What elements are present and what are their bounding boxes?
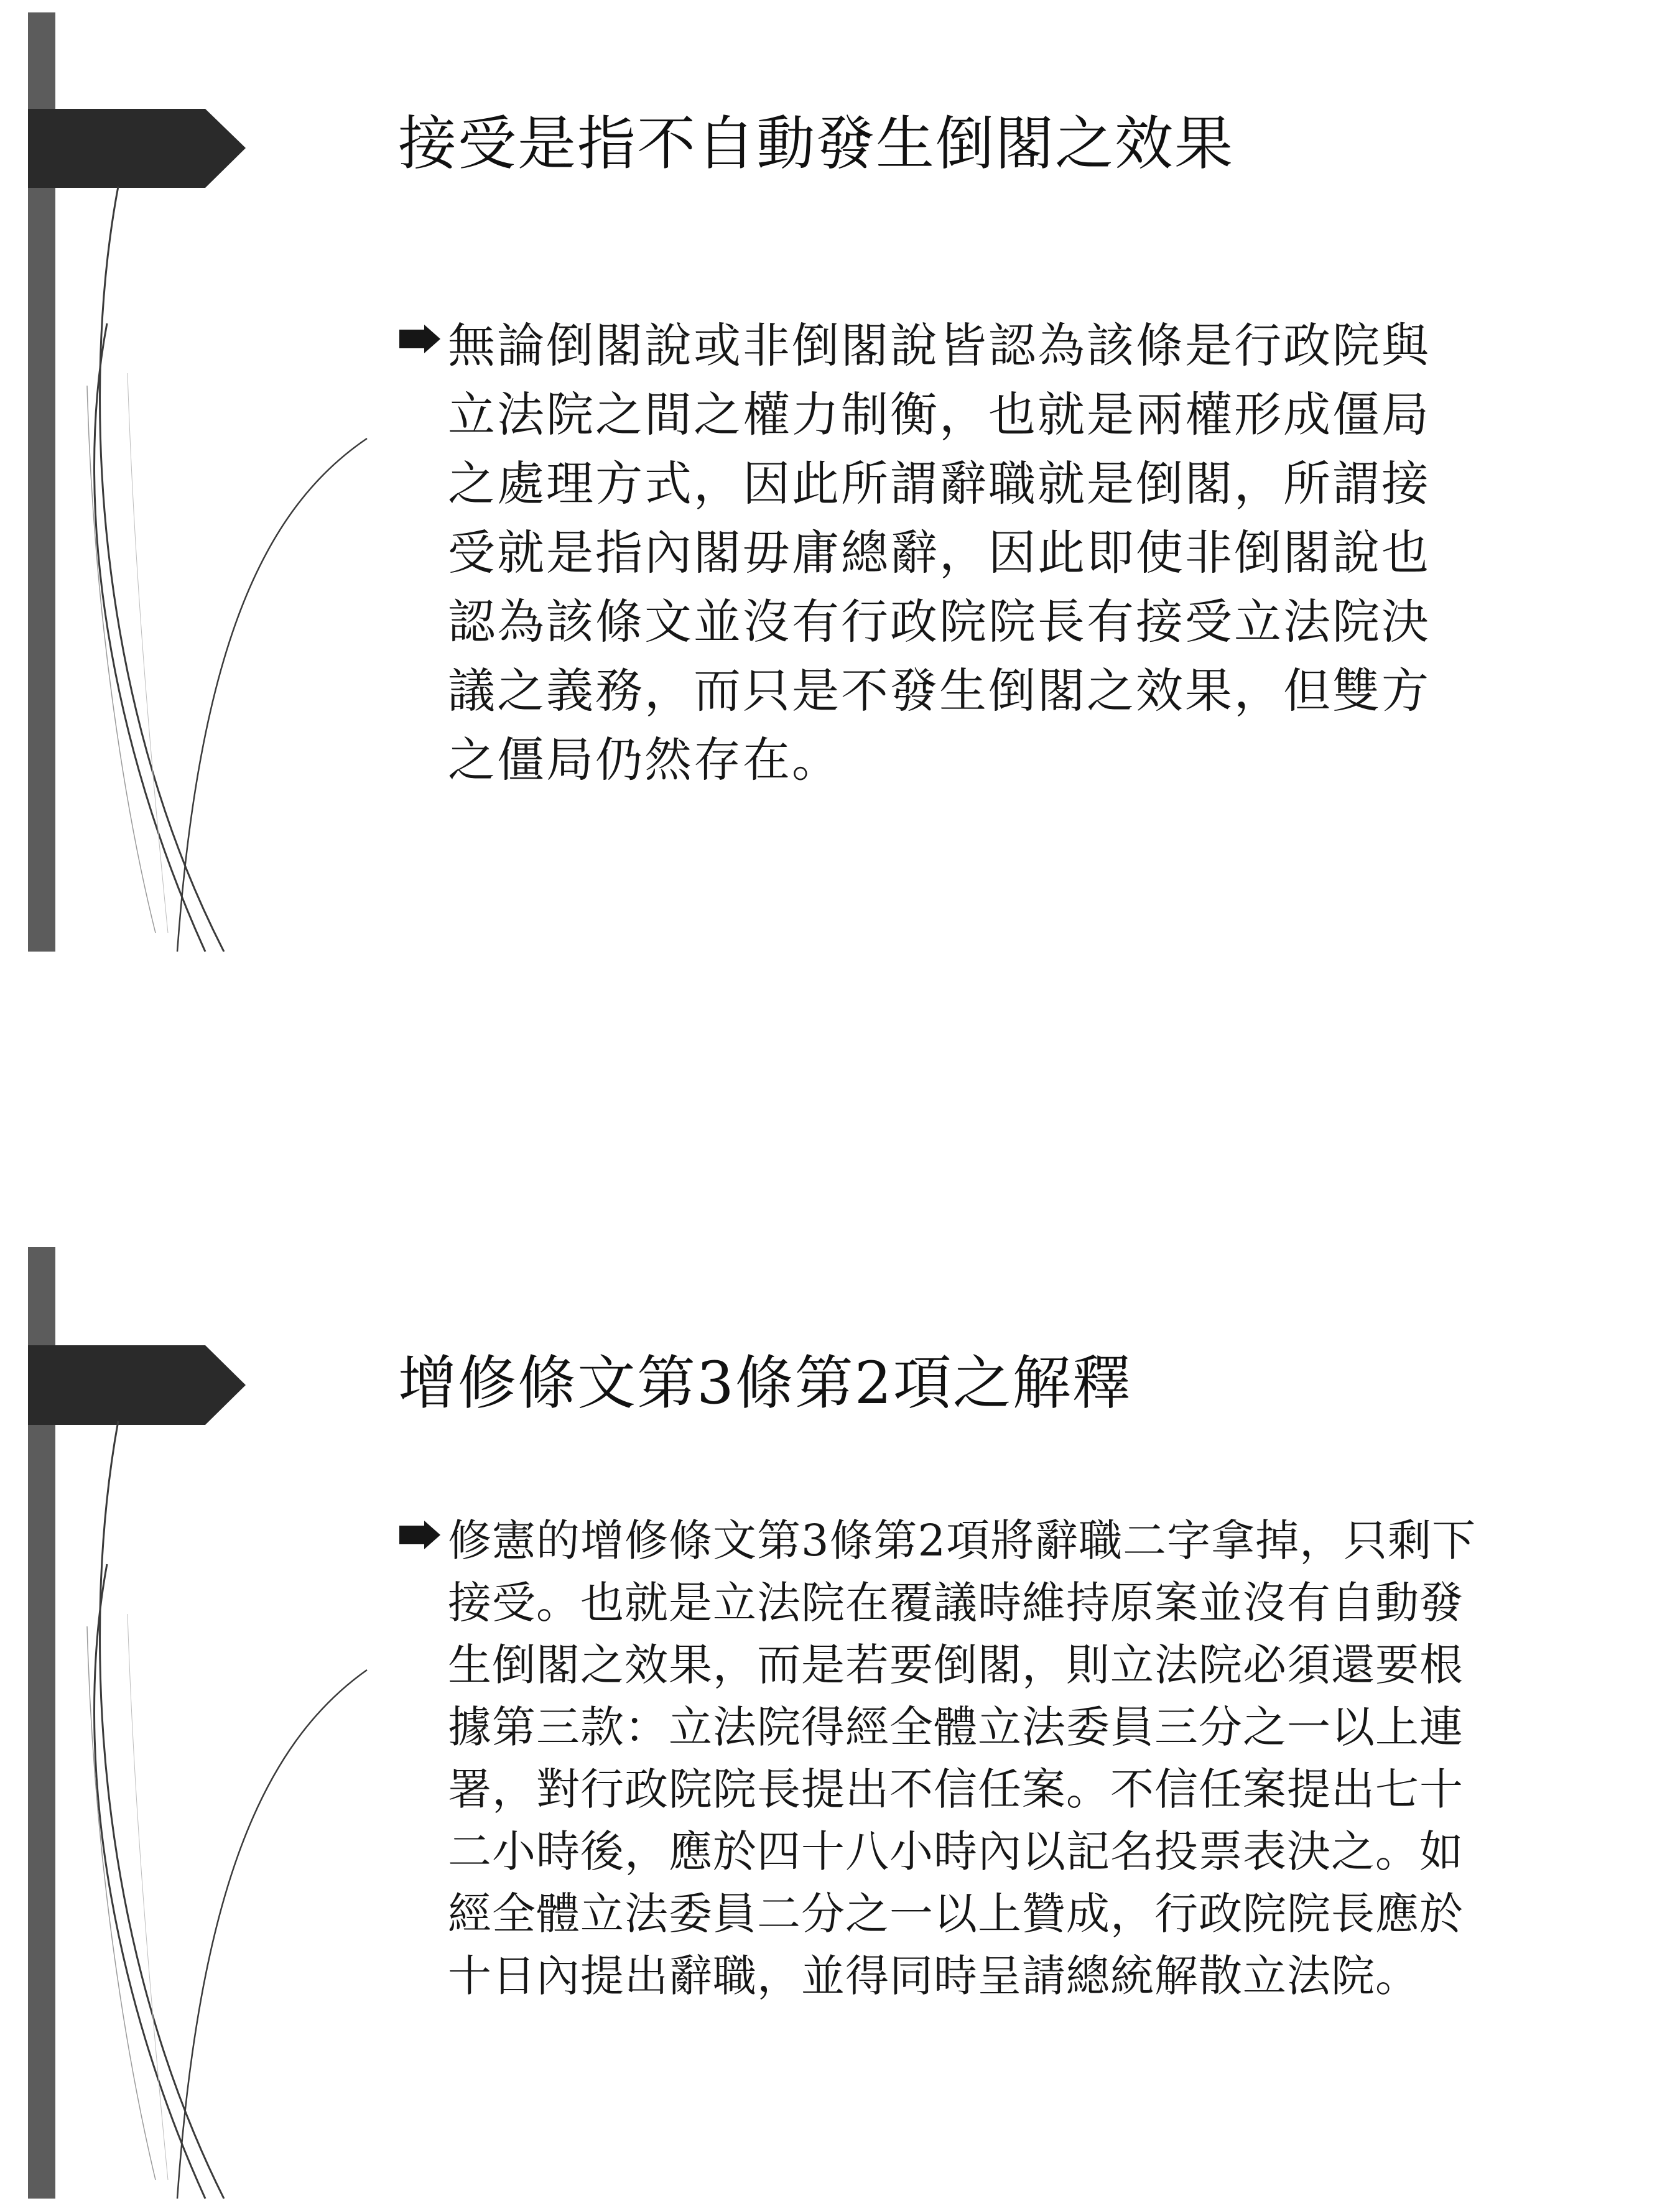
slide-2 [0,1241,1680,2211]
decorative-curve [95,323,205,952]
arrow-banner-icon [28,109,246,188]
bullet-line: 經全體立法委員二分之一以上贊成，行政院院長應於 [448,1888,1464,1939]
bullet-line: 認為該條文並沒有行政院院長有接受立法院決 [448,594,1431,649]
bullet-line: 立法院之間之權力制衡，也就是兩權形成僵局 [448,387,1431,442]
slide-title: 增修條文第3條第2項之解釋 [398,1350,1132,1417]
bullet-line: 據第三款：立法院得經全體立法委員三分之一以上連 [448,1702,1464,1753]
arrow-banner-icon [28,1345,246,1425]
slide-title: 接受是指不自動發生倒閣之效果 [398,110,1235,178]
bullet-line: 之僵局仍然存在。 [448,732,841,787]
decorative-curve [128,373,168,933]
slide-decoration [0,0,386,970]
slide-decoration [0,1241,386,2211]
bullet-line: 受就是指內閣毋庸總辭，因此即使非倒閣說也 [448,525,1431,580]
decorative-curve [177,1670,367,2199]
decorative-curve [95,1564,205,2199]
bullet-line: 之處理方式，因此所謂辭職就是倒閣，所謂接 [448,456,1431,511]
bullet-line: 署，對行政院院長提出不信任案。不信任案提出七十 [448,1764,1464,1815]
decorative-curve [87,1626,155,2180]
decorative-curve [100,187,224,952]
decorative-curve [128,1614,168,2180]
bullet-line: 無論倒閣說或非倒閣說皆認為該條是行政院與 [448,318,1431,373]
bullet-line: 生倒閣之效果，而是若要倒閣，則立法院必須還要根 [448,1639,1464,1690]
bullet-text [448,311,1599,794]
bullet-line: 十日內提出辭職，並得同時呈請總統解散立法院。 [448,1950,1419,2001]
decorative-curve [87,386,155,933]
decorative-curve [100,1421,224,2199]
slide-1 [0,0,1680,970]
bullet-line: 接受。也就是立法院在覆議時維持原案並沒有自動發 [448,1577,1464,1628]
bullet-line: 修憲的增修條文第3條第2項將辭職二字拿掉，只剩下 [448,1515,1477,1566]
decorative-curve [177,438,367,952]
bullet-line: 二小時後，應於四十八小時內以記名投票表決之。如 [448,1826,1464,1877]
bullet-line: 議之義務，而只是不發生倒閣之效果，但雙方 [448,663,1431,718]
arrow-bullet-icon [398,1521,442,1549]
bullet-text [448,1509,1599,2007]
arrow-bullet-icon [398,325,442,353]
